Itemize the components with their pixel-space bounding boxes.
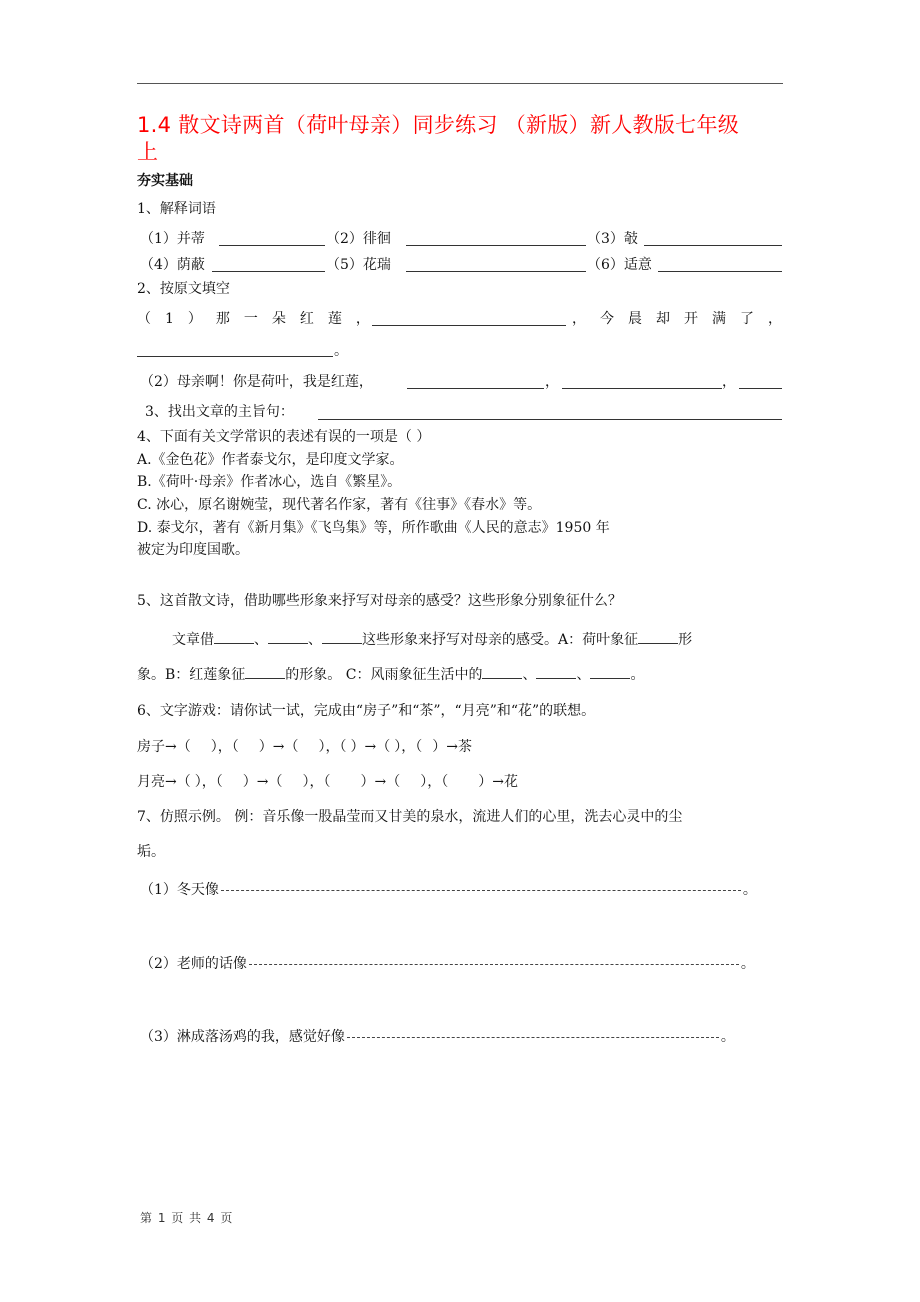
q5-blank-7[interactable] (536, 665, 576, 679)
q1-item-4-num: （4） (140, 257, 177, 273)
q6-row-2 (137, 773, 518, 791)
document-title: 1.4 散文诗两首（荷叶母亲）同步练习 （新版）新人教版七年级 (137, 113, 740, 137)
q5-blank-8[interactable] (590, 665, 630, 679)
section-heading: 夯实基础 (137, 173, 193, 189)
q1-blank-2[interactable] (406, 245, 586, 246)
q6-paren-close: ） (432, 739, 447, 755)
q2-comma-2: ， (722, 374, 736, 390)
arrow-icon: → (364, 739, 377, 755)
q5-text-e: 的形象。 C：风雨象征生活中的 (285, 667, 483, 683)
q7-item-2 (140, 955, 755, 973)
arrow-icon: → (165, 739, 177, 755)
q1-item-1 (140, 230, 205, 248)
q6-paren-open: （ (176, 739, 191, 755)
arrow-icon: → (272, 739, 285, 755)
q7-item-1-text: （1）冬天像 (140, 882, 219, 898)
q5-sep-3: 、 (522, 667, 537, 683)
q6-paren-close: ） (258, 739, 273, 755)
q6-paren-open: （ (323, 774, 331, 790)
q1-item-3-word: 攲 (623, 231, 638, 247)
q2-blank-2[interactable] (137, 356, 333, 357)
header-rule (137, 83, 783, 84)
q5-blank-1[interactable] (214, 630, 254, 644)
q7-blank-2[interactable] (249, 964, 739, 965)
q6-paren-close: ） (194, 774, 202, 790)
q2-blank-3[interactable] (407, 388, 544, 389)
q1-item-2 (326, 230, 391, 248)
document-title-cont: 上 (137, 140, 159, 164)
q5-line-2 (137, 665, 644, 684)
q6-paren-open: （ (339, 739, 347, 755)
q6-paren-open: （ (215, 774, 223, 790)
q6-paren-close: ） (478, 774, 493, 790)
q2-blank-1[interactable] (372, 325, 566, 326)
arrow-icon: → (256, 774, 269, 790)
q5-blank-2[interactable] (268, 630, 308, 644)
q6-paren-open: （ (268, 774, 283, 790)
q3-blank[interactable] (318, 419, 782, 420)
q1-item-1-word: 并蒂 (176, 231, 205, 247)
q1-blank-4[interactable] (212, 271, 325, 272)
q2-item-1-end: 。 (334, 343, 348, 359)
q6-comma: ， (401, 739, 416, 755)
q6-row2-end: 花 (503, 774, 518, 790)
page-number: 第 1 页 共 4 页 (140, 1211, 234, 1225)
q7-blank-3[interactable] (347, 1037, 719, 1038)
q6-paren-close: ） (318, 739, 326, 755)
q6-row-1 (137, 738, 472, 756)
q6-paren-open: （ (441, 774, 449, 790)
q5-text-end: 。 (630, 667, 645, 683)
q5-sep-1: 、 (254, 632, 268, 648)
q1-label: 1、解释词语 (137, 201, 216, 217)
q7-item-3-end: 。 (720, 1029, 735, 1045)
q4-option-d: D. 泰戈尔，著有《新月集》《飞鸟集》等，所作歌曲《人民的意志》1950 年 (137, 520, 610, 536)
q6-paren-open: （ (176, 774, 191, 790)
q5-text-b: 这些形象来抒写对母亲的感受。A：荷叶象征 (362, 632, 639, 648)
q2-blank-5[interactable] (739, 388, 782, 389)
q1-item-6-num: （6） (587, 257, 624, 273)
q7-item-3 (140, 1028, 735, 1046)
q6-row2-start: 月亮 (137, 774, 165, 790)
q6-comma: ， (201, 774, 216, 790)
q5-text-c: 形 (678, 632, 693, 648)
q4-label: 4、下面有关文学常识的表述有误的一项是（ ） (137, 429, 431, 445)
q7-item-3-text: （3）淋成落汤鸡的我，感觉好像 (140, 1029, 345, 1045)
q1-item-6-word: 适意 (623, 257, 652, 273)
q1-blank-3[interactable] (644, 245, 782, 246)
q5-sep-4: 、 (576, 667, 591, 683)
q1-item-2-word: 徘徊 (362, 231, 391, 247)
q6-paren-close: ） (360, 774, 375, 790)
q6-comma: ， (325, 739, 340, 755)
q5-blank-5[interactable] (245, 665, 285, 679)
q1-item-4-word: 荫蔽 (176, 257, 205, 273)
q5-blank-6[interactable] (482, 665, 522, 679)
q6-paren-open: （ (284, 739, 299, 755)
q5-blank-4[interactable] (638, 630, 678, 644)
q1-item-4 (140, 256, 205, 274)
q1-blank-5[interactable] (406, 271, 586, 272)
q1-blank-6[interactable] (658, 271, 782, 272)
q1-item-5-word: 花瑞 (362, 257, 391, 273)
q2-item-1-mid: ，今晨却开满了， (572, 311, 796, 327)
q7-item-1-end: 。 (742, 882, 757, 898)
q6-row1-end: 茶 (457, 739, 472, 755)
q5-text-d: 象。B：红莲象征 (137, 667, 246, 683)
q6-paren-close: ） (420, 774, 428, 790)
q7-label-cont: 垢。 (137, 844, 165, 860)
q5-line-1 (172, 630, 692, 649)
q1-item-5 (326, 256, 391, 274)
q2-item-2-prefix: （2）母亲啊！你是荷叶，我是红莲， (140, 374, 373, 390)
arrow-icon: → (374, 774, 387, 790)
q7-item-2-text: （2）老师的话像 (140, 956, 247, 972)
q6-paren-open: （ (415, 739, 423, 755)
q2-comma-1: ， (545, 374, 559, 390)
q6-paren-close: ） (210, 739, 218, 755)
arrow-icon: → (446, 739, 458, 755)
q7-item-1 (140, 881, 757, 899)
q6-paren-open: （ (376, 739, 391, 755)
q5-blank-3[interactable] (322, 630, 362, 644)
arrow-icon: → (492, 774, 504, 790)
q1-item-3 (587, 230, 638, 248)
q6-paren-close: ） (350, 739, 365, 755)
q2-item-1-prefix: （1）那一朵红莲， (137, 311, 384, 327)
q4-option-d-cont: 被定为印度国歌。 (137, 542, 249, 558)
q7-label: 7、仿照示例。 例：音乐像一股晶莹而又甘美的泉水，流进人们的心里，洗去心灵中的尘 (137, 809, 683, 825)
q4-option-b: B.《荷叶·母亲》作者冰心，选自《繁星》。 (137, 474, 402, 490)
q6-label: 6、文字游戏：请你试一试，完成由“房子”和“茶”，“月亮”和“花”的联想。 (137, 703, 596, 719)
q1-item-6 (587, 256, 652, 274)
q4-option-c: C. 冰心，原名谢婉莹，现代著名作家，著有《往事》《春水》等。 (137, 497, 542, 513)
q7-blank-1[interactable] (221, 890, 741, 891)
q5-text-a: 文章借 (172, 632, 214, 648)
q2-label: 2、按原文填空 (137, 281, 230, 297)
q7-item-2-end: 。 (740, 956, 755, 972)
q1-item-1-num: （1） (140, 231, 177, 247)
q1-item-5-num: （5） (326, 257, 363, 273)
q6-paren-open: （ (386, 774, 401, 790)
q6-paren-close: ） (242, 774, 257, 790)
q6-paren-open: （ (231, 739, 239, 755)
q5-sep-2: 、 (308, 632, 322, 648)
q1-item-3-num: （3） (587, 231, 624, 247)
q6-paren-close: ） (302, 774, 310, 790)
q6-row1-start: 房子 (137, 739, 165, 755)
q6-comma: ， (309, 774, 324, 790)
q5-label: 5、这首散文诗，借助哪些形象来抒写对母亲的感受？这些形象分别象征什么？ (137, 593, 622, 609)
q6-comma: ， (427, 774, 442, 790)
q1-item-2-num: （2） (326, 231, 363, 247)
q4-option-a: A.《金色花》作者泰戈尔，是印度文学家。 (137, 452, 404, 468)
q6-paren-close: ） (394, 739, 402, 755)
q2-blank-4[interactable] (562, 388, 722, 389)
q6-comma: ， (217, 739, 232, 755)
arrow-icon: → (165, 774, 177, 790)
q1-blank-1[interactable] (219, 245, 325, 246)
q3-label: 3、找出文章的主旨句： (145, 404, 294, 420)
